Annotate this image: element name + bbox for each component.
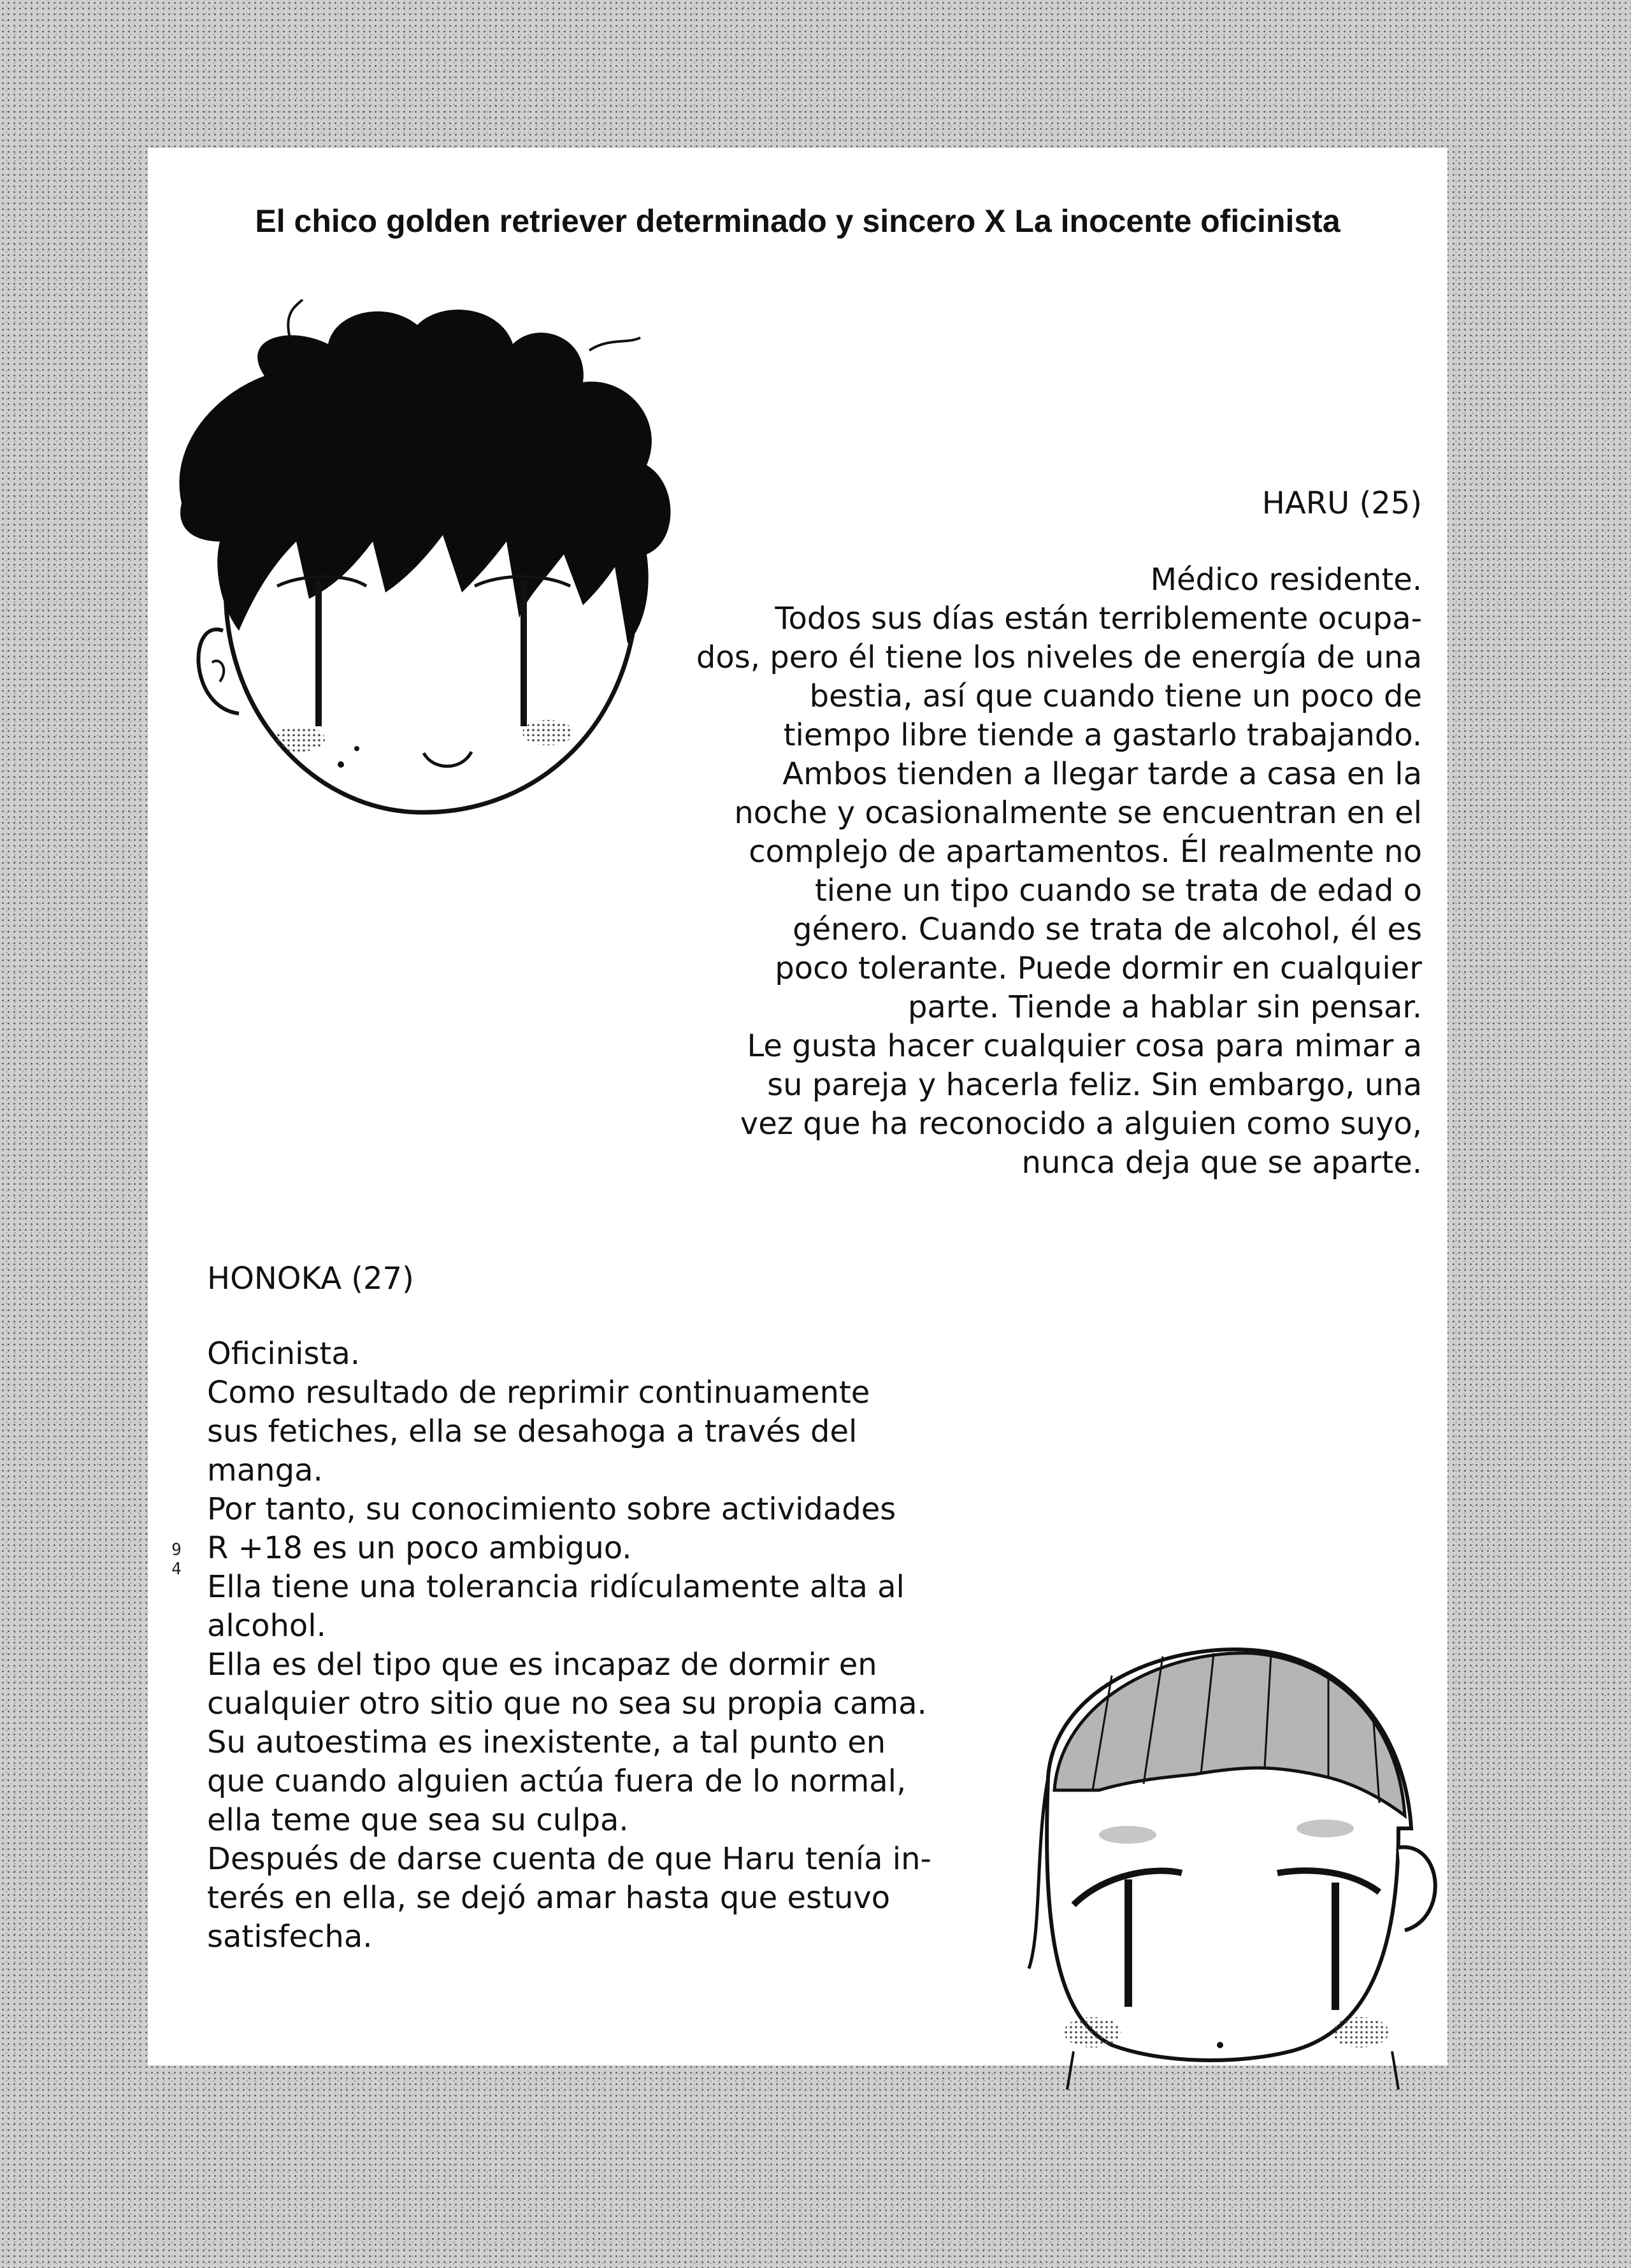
honoka-line: R +18 es un poco ambiguo. — [207, 1530, 632, 1566]
honoka-description — [207, 1335, 1010, 1956]
honoka-line: Después de darse cuenta de que Haru tenía in- — [207, 1841, 931, 1877]
haru-line: tiene un tipo cuando se trata de edad o — [814, 873, 1422, 908]
honoka-line: terés en ella, se dejó amar hasta que estuvo — [207, 1880, 891, 1916]
haru-line: género. Cuando se trata de alcohol, él es — [793, 912, 1422, 947]
honoka-name: HONOKA (27) — [207, 1261, 414, 1296]
haru-line: vez que ha reconocido a alguien como suyo, — [740, 1106, 1422, 1142]
honoka-line: manga. — [207, 1453, 323, 1488]
haru-line: parte. Tiende a hablar sin pensar. — [907, 989, 1422, 1025]
haru-line: Ambos tienden a llegar tarde a casa en la — [782, 756, 1422, 792]
haru-line: complejo de apartamentos. Él realmente no — [749, 834, 1422, 870]
honoka-line: Oficinista. — [207, 1336, 360, 1372]
haru-line: su pareja y hacerla feliz. Sin embargo, una — [767, 1067, 1422, 1103]
honoka-line: Ella tiene una tolerancia ridículamente alta al — [207, 1569, 905, 1605]
page-number — [167, 1540, 186, 1579]
page-title: El chico golden retriever determinado y sincero X La inocente oficinista — [255, 203, 1340, 239]
page-number-digit: 9 — [171, 1540, 182, 1560]
haru-line: dos, pero él tiene los niveles de energía de una — [696, 640, 1422, 675]
honoka-line: Ella es del tipo que es incapaz de dormir en — [207, 1647, 877, 1683]
haru-line: Le gusta hacer cualquier cosa para mimar a — [747, 1028, 1422, 1064]
honoka-line: Su autoestima es inexistente, a tal punto en — [207, 1725, 886, 1760]
honoka-line: cualquier otro sitio que no sea su propia cama. — [207, 1686, 927, 1721]
haru-line: poco tolerante. Puede dormir en cualquier — [775, 951, 1422, 986]
haru-line: Médico residente. — [1150, 562, 1422, 598]
honoka-line: alcohol. — [207, 1608, 326, 1644]
honoka-line: Como resultado de reprimir continuamente — [207, 1375, 870, 1410]
haru-line: tiempo libre tiende a gastarlo trabajando. — [783, 717, 1422, 753]
haru-line: noche y ocasionalmente se encuentran en el — [734, 795, 1422, 831]
haru-description — [619, 561, 1422, 1182]
honoka-portrait — [972, 1637, 1456, 2096]
haru-line: nunca deja que se aparte. — [1021, 1145, 1422, 1181]
page-number-digit: 4 — [171, 1560, 182, 1579]
honoka-line: ella teme que sea su culpa. — [207, 1802, 629, 1838]
honoka-line: satisfecha. — [207, 1919, 373, 1955]
haru-line: bestia, así que cuando tiene un poco de — [809, 678, 1422, 714]
honoka-line: Por tanto, su conocimiento sobre actividades — [207, 1491, 896, 1527]
haru-name: HARU (25) — [1261, 485, 1422, 521]
honoka-line: que cuando alguien actúa fuera de lo normal, — [207, 1763, 907, 1799]
honoka-line: sus fetiches, ella se desahoga a través del — [207, 1414, 858, 1449]
haru-line: Todos sus días están terriblemente ocupa- — [775, 601, 1422, 636]
